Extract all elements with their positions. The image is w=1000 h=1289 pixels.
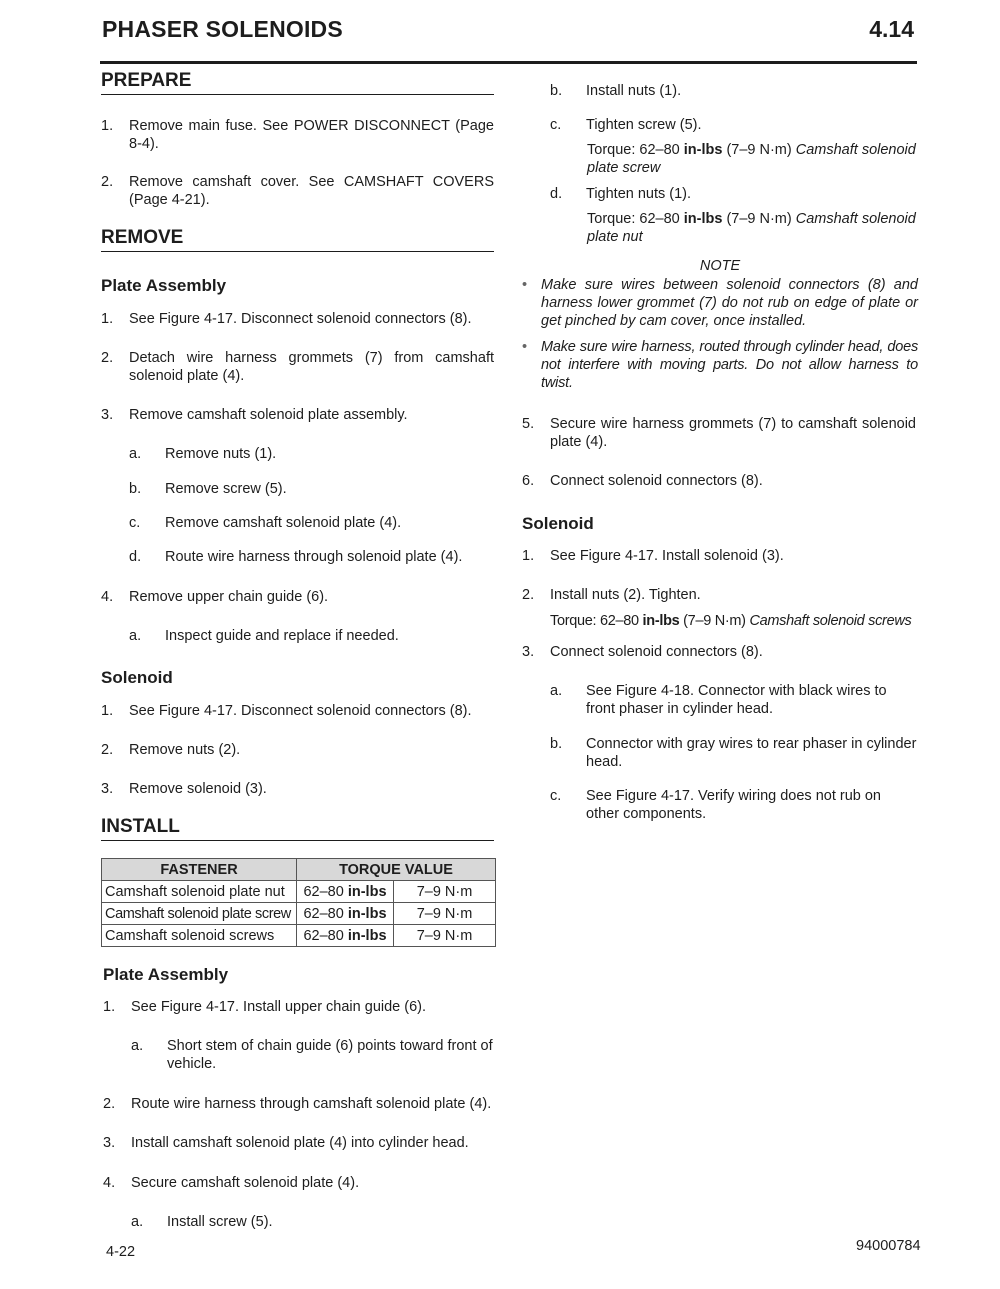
table-header-row — [102, 859, 496, 881]
header-rule — [100, 61, 917, 64]
list-item — [103, 1095, 496, 1113]
list-item — [101, 117, 494, 153]
sub-text: Route wire harness through solenoid plate (4). — [165, 549, 463, 565]
page-title: PHASER SOLENOIDS — [102, 16, 343, 42]
torque-cell: 62–80 in-lbs — [297, 903, 394, 925]
sub-text: Remove camshaft solenoid plate (4). — [165, 515, 402, 531]
list-item — [522, 547, 916, 565]
sub-text: Inspect guide and replace if needed. — [165, 628, 399, 644]
sub-item — [550, 185, 918, 203]
sub-letter: a. — [129, 446, 142, 462]
list-item — [101, 406, 494, 424]
item-text: Install nuts (2). Tighten. — [550, 587, 701, 603]
table-header: TORQUE VALUE — [297, 859, 496, 881]
table-row — [102, 925, 496, 947]
sub-letter: c. — [129, 515, 141, 531]
sub-item — [129, 627, 494, 645]
item-text: Install camshaft solenoid plate (4) into cylinder head. — [131, 1135, 469, 1151]
item-number: 3. — [522, 644, 535, 660]
torque-spec: Torque: 62–80 in-lbs (7–9 N·m) Camshaft solenoid screws — [550, 613, 912, 629]
item-number: 3. — [101, 407, 114, 423]
sub-text: Remove nuts (1). — [165, 446, 277, 462]
item-number: 3. — [101, 781, 114, 797]
note-heading: NOTE — [699, 258, 741, 274]
item-number: 1. — [522, 548, 535, 564]
note-bullet — [522, 338, 918, 392]
bullet-icon: • — [522, 339, 528, 355]
item-text: See Figure 4-17. Disconnect solenoid connectors (8). — [129, 703, 472, 719]
sub-item — [129, 445, 494, 463]
prepare-heading: PREPARE — [101, 70, 494, 95]
sub-letter: c. — [550, 117, 562, 133]
sub-letter: d. — [550, 186, 563, 202]
item-number: 2. — [522, 587, 535, 603]
sub-letter: b. — [129, 481, 142, 497]
sub-letter: a. — [550, 683, 563, 699]
metric-cell: 7–9 N·m — [394, 903, 496, 925]
item-number: 1. — [101, 311, 114, 327]
sub-letter: a. — [131, 1214, 144, 1230]
list-item — [101, 702, 494, 720]
list-item — [103, 1134, 496, 1152]
plate-assembly-heading: Plate Assembly — [103, 965, 229, 984]
item-text: See Figure 4-17. Disconnect solenoid connectors (8). — [129, 311, 472, 327]
sub-item — [131, 1213, 497, 1231]
note-text: Make sure wire harness, routed through cylinder head, does not interfere with moving parts. Do not allow harness to twist. — [541, 339, 918, 391]
bullet-icon: • — [522, 277, 528, 293]
item-number: 2. — [103, 1096, 116, 1112]
sub-text: Connector with gray wires to rear phaser in cylinder head. — [586, 736, 917, 770]
sub-text: Short stem of chain guide (6) points toward front of vehicle. — [167, 1038, 493, 1072]
item-text: Route wire harness through camshaft solenoid plate (4). — [131, 1096, 492, 1112]
sub-item — [129, 514, 494, 532]
item-text: See Figure 4-17. Install upper chain guide (6). — [131, 999, 427, 1015]
solenoid-heading: Solenoid — [101, 668, 173, 687]
item-text: Remove camshaft cover. See CAMSHAFT COVERS (Page 4-21). — [129, 174, 494, 208]
sub-letter: b. — [550, 83, 563, 99]
torque-spec: Torque: 62–80 in-lbs (7–9 N·m) Camshaft solenoid plate nut — [587, 211, 916, 245]
section-number: 4.14 — [869, 16, 914, 42]
sub-text: Tighten screw (5). — [586, 117, 702, 133]
sub-item — [550, 735, 918, 771]
sub-letter: c. — [550, 788, 562, 804]
list-item — [101, 780, 494, 798]
list-item — [101, 310, 494, 328]
item-number: 2. — [101, 742, 114, 758]
list-item — [103, 1174, 496, 1192]
torque-table — [101, 858, 496, 947]
sub-letter: a. — [131, 1038, 144, 1054]
table-header: FASTENER — [102, 859, 297, 881]
list-item — [101, 741, 494, 759]
sub-item — [550, 116, 918, 134]
item-number: 1. — [103, 999, 116, 1015]
item-number: 2. — [101, 174, 114, 190]
torque-cell: 62–80 in-lbs — [297, 881, 394, 903]
sub-letter: b. — [550, 736, 563, 752]
item-text: Remove solenoid (3). — [129, 781, 267, 797]
list-item — [522, 643, 916, 661]
list-item — [522, 586, 916, 604]
item-number: 2. — [101, 350, 114, 366]
sub-text: See Figure 4-18. Connector with black wires to front phaser in cylinder head. — [586, 683, 887, 717]
item-text: Secure wire harness grommets (7) to camshaft solenoid plate (4). — [550, 416, 916, 450]
item-text: Remove main fuse. See POWER DISCONNECT (Page 8-4). — [129, 118, 494, 152]
item-text: Connect solenoid connectors (8). — [550, 644, 763, 660]
sub-text: See Figure 4-17. Verify wiring does not rub on other components. — [586, 788, 881, 822]
fastener-cell: Camshaft solenoid plate screw — [102, 903, 297, 925]
item-text: Detach wire harness grommets (7) from camshaft solenoid plate (4). — [129, 350, 494, 384]
sub-text: Install screw (5). — [167, 1214, 273, 1230]
plate-assembly-heading: Plate Assembly — [101, 276, 227, 295]
table-row — [102, 903, 496, 925]
sub-item — [131, 1037, 497, 1073]
list-item — [101, 173, 494, 209]
page-number: 4-22 — [106, 1244, 136, 1260]
list-item — [522, 472, 916, 490]
item-number: 1. — [101, 703, 114, 719]
list-item — [522, 415, 916, 451]
document-number: 94000784 — [856, 1238, 921, 1254]
metric-cell: 7–9 N·m — [394, 881, 496, 903]
sub-item — [129, 480, 494, 498]
install-heading: INSTALL — [101, 816, 494, 841]
list-item — [103, 998, 496, 1016]
sub-item — [550, 682, 918, 718]
list-item — [101, 349, 494, 385]
item-text: Secure camshaft solenoid plate (4). — [131, 1175, 360, 1191]
metric-cell: 7–9 N·m — [394, 925, 496, 947]
note-bullet — [522, 276, 918, 330]
item-text: Remove camshaft solenoid plate assembly. — [129, 407, 408, 423]
sub-item — [550, 787, 918, 823]
note-text: Make sure wires between solenoid connectors (8) and harness lower grommet (7) do not rub on edge of plate or get pinched by cam cover, once installed. — [541, 277, 918, 329]
torque-cell: 62–80 in-lbs — [297, 925, 394, 947]
sub-letter: a. — [129, 628, 142, 644]
item-number: 5. — [522, 416, 535, 432]
fastener-cell: Camshaft solenoid plate nut — [102, 881, 297, 903]
sub-item — [550, 82, 918, 100]
remove-heading: REMOVE — [101, 227, 494, 252]
table-row — [102, 881, 496, 903]
item-number: 4. — [101, 589, 114, 605]
item-number: 3. — [103, 1135, 116, 1151]
fastener-cell: Camshaft solenoid screws — [102, 925, 297, 947]
item-text: Connect solenoid connectors (8). — [550, 473, 763, 489]
solenoid-heading: Solenoid — [522, 514, 594, 533]
list-item — [101, 588, 494, 606]
sub-text: Install nuts (1). — [586, 83, 682, 99]
sub-text: Tighten nuts (1). — [586, 186, 692, 202]
item-number: 6. — [522, 473, 535, 489]
item-text: Remove upper chain guide (6). — [129, 589, 329, 605]
torque-spec: Torque: 62–80 in-lbs (7–9 N·m) Camshaft solenoid plate screw — [587, 142, 916, 176]
item-text: Remove nuts (2). — [129, 742, 241, 758]
item-number: 4. — [103, 1175, 116, 1191]
item-number: 1. — [101, 118, 114, 134]
sub-letter: d. — [129, 549, 142, 565]
sub-text: Remove screw (5). — [165, 481, 287, 497]
item-text: See Figure 4-17. Install solenoid (3). — [550, 548, 784, 564]
sub-item — [129, 548, 494, 566]
